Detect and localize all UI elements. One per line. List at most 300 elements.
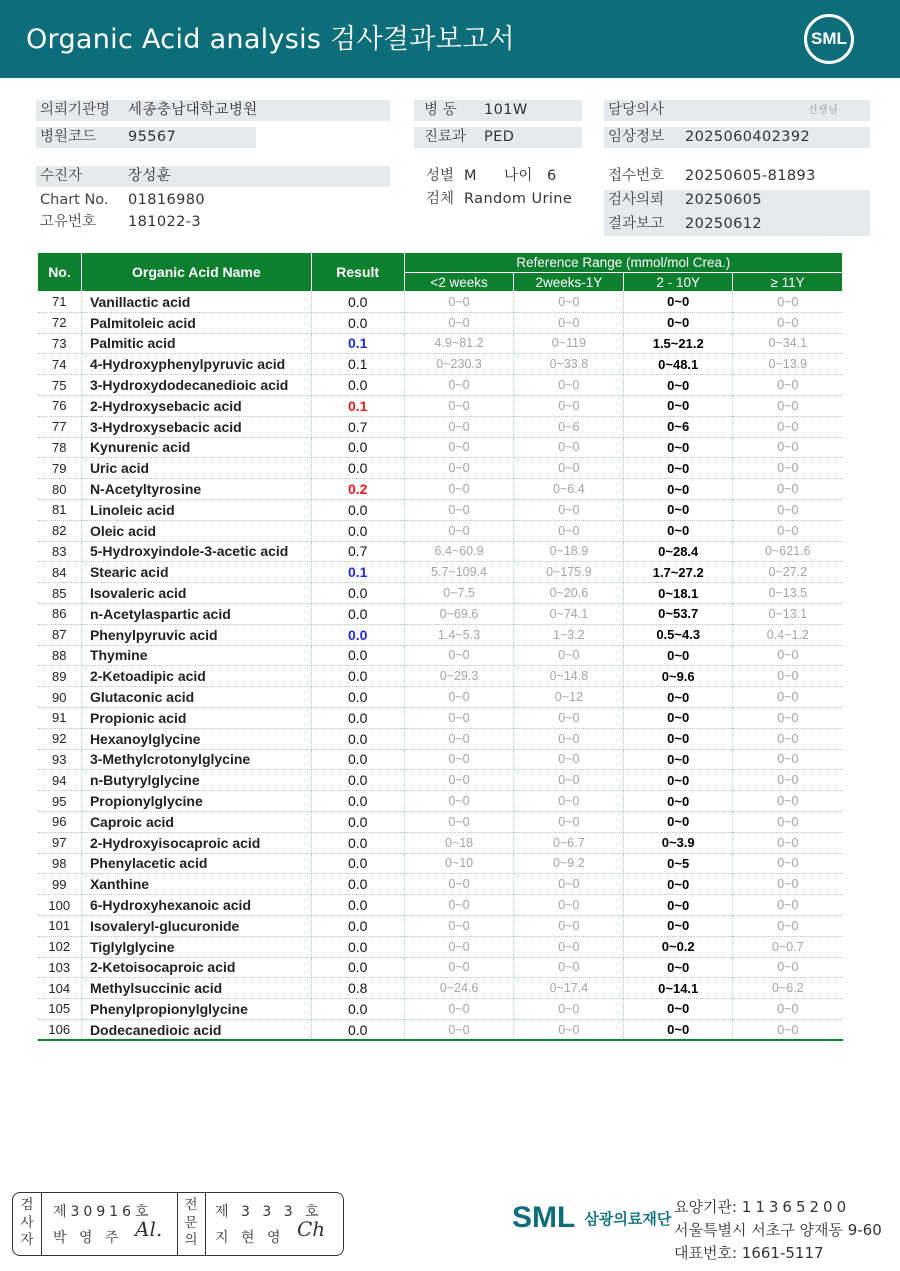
row-number: 78 (38, 437, 82, 458)
range-2-to-10-years: 0~0 (624, 1019, 733, 1040)
range-under-2-weeks: 0~0 (404, 770, 514, 791)
range-under-2-weeks: 0~0 (404, 895, 514, 916)
range-under-2-weeks: 0~29.3 (404, 666, 514, 687)
examiner-signature: Al. (135, 1217, 163, 1241)
range-11-years-plus: 0~13.9 (733, 354, 843, 375)
acid-name: Isovaleric acid (81, 583, 311, 604)
examiner-name: 박 영 주 (53, 1230, 123, 1246)
range-2-weeks-to-1-year: 0~0 (514, 292, 624, 313)
acid-name: Isovaleryl-glucuronide (81, 915, 311, 936)
range-under-2-weeks: 0~0 (404, 874, 514, 895)
acid-name: Thymine (81, 645, 311, 666)
range-11-years-plus: 0~621.6 (733, 541, 843, 562)
hospital-code-row (36, 127, 256, 148)
table-row (38, 832, 843, 853)
range-under-2-weeks: 0~230.3 (404, 354, 514, 375)
acid-name: 3-Hydroxysebacic acid (81, 416, 311, 437)
result-value: 0.0 (311, 999, 404, 1020)
result-value: 0.8 (311, 978, 404, 999)
range-under-2-weeks: 0~0 (404, 915, 514, 936)
result-value: 0.1 (311, 354, 404, 375)
row-number: 86 (38, 603, 82, 624)
range-2-to-10-years: 0~0 (624, 687, 733, 708)
unique-row (36, 212, 390, 233)
table-row (38, 520, 843, 541)
acid-name: n-Acetylaspartic acid (81, 603, 311, 624)
result-value: 0.0 (311, 603, 404, 624)
result-value: 0.0 (311, 687, 404, 708)
range-11-years-plus: 0~0.7 (733, 936, 843, 957)
table-row (38, 791, 843, 812)
range-11-years-plus: 0~0 (733, 416, 843, 437)
acid-name: Propionic acid (81, 707, 311, 728)
result-value: 0.0 (311, 832, 404, 853)
row-number: 104 (38, 978, 82, 999)
divider (205, 1193, 206, 1255)
row-number: 80 (38, 479, 82, 500)
col-result-header: Result (311, 253, 404, 292)
row-number: 91 (38, 707, 82, 728)
acid-name: Dodecanedioic acid (81, 1019, 311, 1040)
acid-name: Palmitic acid (81, 333, 311, 354)
acid-name: Methylsuccinic acid (81, 978, 311, 999)
range-2-to-10-years: 0~0 (624, 749, 733, 770)
range-2-weeks-to-1-year: 0~6 (514, 416, 624, 437)
acid-name: Oleic acid (81, 520, 311, 541)
range-2-to-10-years: 0~28.4 (624, 541, 733, 562)
range-header-3: 2 - 10Y (624, 273, 733, 292)
range-2-to-10-years: 0~14.1 (624, 978, 733, 999)
result-value: 0.0 (311, 583, 404, 604)
range-11-years-plus: 0~0 (733, 749, 843, 770)
foundation-logo (512, 1201, 671, 1235)
result-value: 0.0 (311, 915, 404, 936)
row-number: 93 (38, 749, 82, 770)
institution-row (36, 100, 390, 121)
row-number: 90 (38, 687, 82, 708)
range-11-years-plus: 0~0 (733, 791, 843, 812)
range-under-2-weeks: 0~0 (404, 811, 514, 832)
acid-name: 2-Hydroxyisocaproic acid (81, 832, 311, 853)
phone-label: 대표번호: (674, 1244, 738, 1262)
table-row (38, 728, 843, 749)
row-number: 74 (38, 354, 82, 375)
range-2-to-10-years: 0~0 (624, 479, 733, 500)
range-11-years-plus: 0~0 (733, 312, 843, 333)
range-11-years-plus: 0~0 (733, 437, 843, 458)
range-2-weeks-to-1-year: 0~6.4 (514, 479, 624, 500)
range-11-years-plus: 0.4~1.2 (733, 624, 843, 645)
range-under-2-weeks: 0~0 (404, 375, 514, 396)
range-under-2-weeks: 6.4~60.9 (404, 541, 514, 562)
range-11-years-plus: 0~0 (733, 375, 843, 396)
range-under-2-weeks: 0~0 (404, 437, 514, 458)
range-2-weeks-to-1-year: 0~18.9 (514, 541, 624, 562)
row-number: 100 (38, 895, 82, 916)
table-row (38, 895, 843, 916)
receipt-row (604, 166, 870, 187)
range-2-to-10-years: 0~0 (624, 312, 733, 333)
acid-name: 3-Methylcrotonylglycine (81, 749, 311, 770)
range-header-4: ≥ 11Y (733, 273, 843, 292)
ward-value: 101W (484, 102, 528, 118)
range-under-2-weeks: 0~0 (404, 687, 514, 708)
table-row (38, 479, 843, 500)
result-value: 0.1 (311, 333, 404, 354)
table-row (38, 749, 843, 770)
range-2-weeks-to-1-year: 0~0 (514, 770, 624, 791)
request-row (604, 190, 870, 236)
sex-value: M (464, 168, 477, 184)
range-11-years-plus: 0~34.1 (733, 333, 843, 354)
range-2-to-10-years: 0~3.9 (624, 832, 733, 853)
result-value: 0.0 (311, 624, 404, 645)
acid-name: Caproic acid (81, 811, 311, 832)
acid-name: Tiglylglycine (81, 936, 311, 957)
row-number: 85 (38, 583, 82, 604)
specimen-value: Random Urine (464, 191, 573, 207)
range-2-weeks-to-1-year: 0~0 (514, 458, 624, 479)
receipt-value: 20250605-81893 (685, 168, 816, 184)
patient-value: 장성훈 (128, 168, 172, 184)
result-value: 0.0 (311, 437, 404, 458)
table-row (38, 603, 843, 624)
range-2-to-10-years: 0~5 (624, 853, 733, 874)
table-row (38, 853, 843, 874)
range-2-weeks-to-1-year: 0~0 (514, 437, 624, 458)
range-2-to-10-years: 0~0 (624, 499, 733, 520)
examiner-label (16, 1197, 38, 1250)
table-row (38, 645, 843, 666)
range-11-years-plus: 0~0 (733, 874, 843, 895)
row-number: 97 (38, 832, 82, 853)
range-2-weeks-to-1-year: 1~3.2 (514, 624, 624, 645)
table-row (38, 874, 843, 895)
signature-box (12, 1192, 344, 1256)
acid-name: Xanthine (81, 874, 311, 895)
result-value: 0.0 (311, 520, 404, 541)
range-11-years-plus: 0~0 (733, 811, 843, 832)
table-row (38, 770, 843, 791)
range-2-to-10-years: 0~0 (624, 707, 733, 728)
specimen-row (414, 189, 594, 210)
range-11-years-plus: 0~13.5 (733, 583, 843, 604)
examiner-license: 제30916호 (53, 1204, 153, 1220)
range-2-to-10-years: 0~0 (624, 957, 733, 978)
range-2-to-10-years: 0~0 (624, 645, 733, 666)
result-value: 0.0 (311, 707, 404, 728)
result-value: 0.0 (311, 770, 404, 791)
range-2-to-10-years: 1.7~27.2 (624, 562, 733, 583)
range-under-2-weeks: 0~0 (404, 1019, 514, 1040)
range-under-2-weeks: 0~10 (404, 853, 514, 874)
table-row (38, 312, 843, 333)
row-number: 75 (38, 375, 82, 396)
hospital-code-label: 병원코드 (40, 129, 97, 145)
table-row (38, 437, 843, 458)
examiner-label-char: 검 (20, 1197, 34, 1213)
row-number: 88 (38, 645, 82, 666)
range-2-weeks-to-1-year: 0~0 (514, 936, 624, 957)
receipt-label: 접수번호 (608, 168, 665, 184)
department-row (414, 127, 582, 148)
range-2-weeks-to-1-year: 0~6.7 (514, 832, 624, 853)
range-2-weeks-to-1-year: 0~0 (514, 375, 624, 396)
doctor-suffix: 선생님 (808, 105, 839, 116)
result-value: 0.0 (311, 666, 404, 687)
acid-name: Uric acid (81, 458, 311, 479)
range-11-years-plus: 0~6.2 (733, 978, 843, 999)
range-2-weeks-to-1-year: 0~0 (514, 915, 624, 936)
row-number: 83 (38, 541, 82, 562)
range-under-2-weeks: 0~0 (404, 728, 514, 749)
institution-value: 세종충남대학교병원 (128, 102, 258, 118)
acid-name: N-Acetyltyrosine (81, 479, 311, 500)
row-number: 92 (38, 728, 82, 749)
row-number: 72 (38, 312, 82, 333)
range-under-2-weeks: 0~0 (404, 499, 514, 520)
table-row (38, 375, 843, 396)
col-no-header: No. (38, 253, 82, 292)
table-row (38, 395, 843, 416)
range-2-weeks-to-1-year: 0~0 (514, 895, 624, 916)
unique-label: 고유번호 (40, 214, 97, 230)
acid-name: Stearic acid (81, 562, 311, 583)
doctor-label: 담당의사 (608, 102, 665, 118)
request-label: 검사의뢰 (608, 192, 665, 208)
address-line: 서울특별시 서초구 양재동 9-60 (674, 1221, 882, 1239)
result-value: 0.0 (311, 895, 404, 916)
table-row (38, 416, 843, 437)
table-row (38, 978, 843, 999)
sex-age-row (414, 166, 594, 187)
range-under-2-weeks: 0~0 (404, 312, 514, 333)
range-2-weeks-to-1-year: 0~175.9 (514, 562, 624, 583)
range-2-weeks-to-1-year: 0~0 (514, 811, 624, 832)
results-table (37, 252, 843, 1041)
table-row (38, 1019, 843, 1040)
range-2-weeks-to-1-year: 0~0 (514, 645, 624, 666)
acid-name: Vanillactic acid (81, 292, 311, 313)
table-row (38, 811, 843, 832)
care-code-line (674, 1196, 882, 1219)
range-under-2-weeks: 1.4~5.3 (404, 624, 514, 645)
range-11-years-plus: 0~0 (733, 853, 843, 874)
clinical-info-value: 2025060402392 (685, 129, 811, 145)
row-number: 103 (38, 957, 82, 978)
acid-name: 4-Hydroxyphenylpyruvic acid (81, 354, 311, 375)
range-under-2-weeks: 0~0 (404, 791, 514, 812)
range-11-years-plus: 0~27.2 (733, 562, 843, 583)
row-number: 76 (38, 395, 82, 416)
range-under-2-weeks: 0~0 (404, 395, 514, 416)
institution-label: 의뢰기관명 (40, 102, 111, 118)
result-value: 0.0 (311, 749, 404, 770)
range-2-weeks-to-1-year: 0~9.2 (514, 853, 624, 874)
care-code-value: 11365200 (741, 1198, 851, 1216)
table-row (38, 915, 843, 936)
divider (177, 1193, 178, 1255)
specialist-name: 지 현 영 (215, 1230, 285, 1246)
specialist-label (180, 1197, 202, 1250)
table-row (38, 562, 843, 583)
divider (41, 1193, 42, 1255)
result-value: 0.1 (311, 395, 404, 416)
range-under-2-weeks: 0~0 (404, 957, 514, 978)
table-row (38, 541, 843, 562)
range-under-2-weeks: 0~0 (404, 416, 514, 437)
range-2-weeks-to-1-year: 0~0 (514, 999, 624, 1020)
range-11-years-plus: 0~0 (733, 687, 843, 708)
range-11-years-plus: 0~0 (733, 707, 843, 728)
table-row (38, 292, 843, 313)
col-name-header: Organic Acid Name (81, 253, 311, 292)
range-header-2: 2weeks-1Y (514, 273, 624, 292)
row-number: 105 (38, 999, 82, 1020)
specimen-label: 검체 (426, 191, 455, 207)
range-2-weeks-to-1-year: 0~0 (514, 957, 624, 978)
sex-label: 성별 (426, 168, 455, 184)
specialist-label-char: 전 (184, 1197, 198, 1213)
range-11-years-plus: 0~0 (733, 479, 843, 500)
range-under-2-weeks: 4.9~81.2 (404, 333, 514, 354)
range-2-to-10-years: 0~6 (624, 416, 733, 437)
range-11-years-plus: 0~0 (733, 770, 843, 791)
range-11-years-plus: 0~0 (733, 666, 843, 687)
result-value: 0.0 (311, 1019, 404, 1040)
table-row (38, 333, 843, 354)
table-row (38, 499, 843, 520)
range-2-to-10-years: 0~48.1 (624, 354, 733, 375)
range-2-to-10-years: 0~0 (624, 728, 733, 749)
table-row (38, 583, 843, 604)
result-value: 0.0 (311, 499, 404, 520)
chart-label: Chart No. (40, 192, 109, 208)
range-2-weeks-to-1-year: 0~0 (514, 520, 624, 541)
range-11-years-plus: 0~0 (733, 957, 843, 978)
range-under-2-weeks: 0~0 (404, 520, 514, 541)
result-value: 0.0 (311, 853, 404, 874)
acid-name: 5-Hydroxyindole-3-acetic acid (81, 541, 311, 562)
range-under-2-weeks: 0~24.6 (404, 978, 514, 999)
range-11-years-plus: 0~0 (733, 728, 843, 749)
table-row (38, 707, 843, 728)
request-value: 20250605 (685, 192, 763, 208)
result-value: 0.0 (311, 811, 404, 832)
row-number: 87 (38, 624, 82, 645)
range-2-weeks-to-1-year: 0~0 (514, 1019, 624, 1040)
report-label: 결과보고 (608, 216, 665, 232)
range-under-2-weeks: 5.7~109.4 (404, 562, 514, 583)
range-2-to-10-years: 0~0 (624, 791, 733, 812)
table-row (38, 936, 843, 957)
range-11-years-plus: 0~0 (733, 832, 843, 853)
table-row (38, 957, 843, 978)
range-2-to-10-years: 0~0 (624, 395, 733, 416)
care-code-label: 요양기관: (674, 1198, 738, 1216)
range-2-to-10-years: 0~0.2 (624, 936, 733, 957)
table-row (38, 354, 843, 375)
row-number: 102 (38, 936, 82, 957)
clinical-info-row (604, 127, 870, 148)
row-number: 71 (38, 292, 82, 313)
chart-row (36, 190, 390, 211)
range-2-to-10-years: 0~0 (624, 915, 733, 936)
row-number: 82 (38, 520, 82, 541)
row-number: 77 (38, 416, 82, 437)
range-2-to-10-years: 0~9.6 (624, 666, 733, 687)
range-11-years-plus: 0~0 (733, 645, 843, 666)
department-label: 진료과 (424, 129, 467, 145)
clinical-info-label: 임상정보 (608, 129, 665, 145)
range-11-years-plus: 0~0 (733, 895, 843, 916)
unique-value: 181022-3 (128, 214, 202, 230)
patient-label: 수진자 (40, 168, 83, 184)
acid-name: 6-Hydroxyhexanoic acid (81, 895, 311, 916)
range-11-years-plus: 0~0 (733, 499, 843, 520)
range-2-to-10-years: 0~0 (624, 874, 733, 895)
range-2-to-10-years: 0~0 (624, 811, 733, 832)
row-number: 73 (38, 333, 82, 354)
range-11-years-plus: 0~0 (733, 395, 843, 416)
range-11-years-plus: 0~0 (733, 1019, 843, 1040)
range-under-2-weeks: 0~0 (404, 645, 514, 666)
range-2-weeks-to-1-year: 0~0 (514, 749, 624, 770)
acid-name: Linoleic acid (81, 499, 311, 520)
acid-name: Phenylpropionylglycine (81, 999, 311, 1020)
department-value: PED (484, 129, 515, 145)
range-2-weeks-to-1-year: 0~0 (514, 499, 624, 520)
patient-info (0, 0, 900, 240)
range-header-1: <2 weeks (404, 273, 514, 292)
result-value: 0.0 (311, 728, 404, 749)
ward-label: 병 동 (424, 102, 457, 118)
report-value: 20250612 (685, 216, 763, 232)
range-2-weeks-to-1-year: 0~119 (514, 333, 624, 354)
range-2-to-10-years: 0~0 (624, 520, 733, 541)
acid-name: Glutaconic acid (81, 687, 311, 708)
row-number: 84 (38, 562, 82, 583)
acid-name: Propionylglycine (81, 791, 311, 812)
doctor-row (604, 100, 870, 121)
range-under-2-weeks: 0~69.6 (404, 603, 514, 624)
range-2-to-10-years: 0~18.1 (624, 583, 733, 604)
table-row (38, 666, 843, 687)
range-11-years-plus: 0~0 (733, 999, 843, 1020)
phone-value: 1661-5117 (741, 1244, 824, 1262)
range-2-to-10-years: 0~0 (624, 375, 733, 396)
row-number: 96 (38, 811, 82, 832)
result-value: 0.0 (311, 292, 404, 313)
row-number: 98 (38, 853, 82, 874)
range-2-to-10-years: 0~0 (624, 895, 733, 916)
range-2-weeks-to-1-year: 0~17.4 (514, 978, 624, 999)
row-number: 95 (38, 791, 82, 812)
range-2-to-10-years: 0~0 (624, 292, 733, 313)
foundation-info (674, 1196, 882, 1265)
table-row (38, 458, 843, 479)
acid-name: 2-Ketoisocaproic acid (81, 957, 311, 978)
range-under-2-weeks: 0~0 (404, 479, 514, 500)
result-value: 0.0 (311, 791, 404, 812)
result-value: 0.0 (311, 312, 404, 333)
range-2-weeks-to-1-year: 0~0 (514, 707, 624, 728)
range-2-weeks-to-1-year: 0~0 (514, 791, 624, 812)
row-number: 89 (38, 666, 82, 687)
result-value: 0.0 (311, 957, 404, 978)
result-value: 0.0 (311, 375, 404, 396)
range-under-2-weeks: 0~7.5 (404, 583, 514, 604)
